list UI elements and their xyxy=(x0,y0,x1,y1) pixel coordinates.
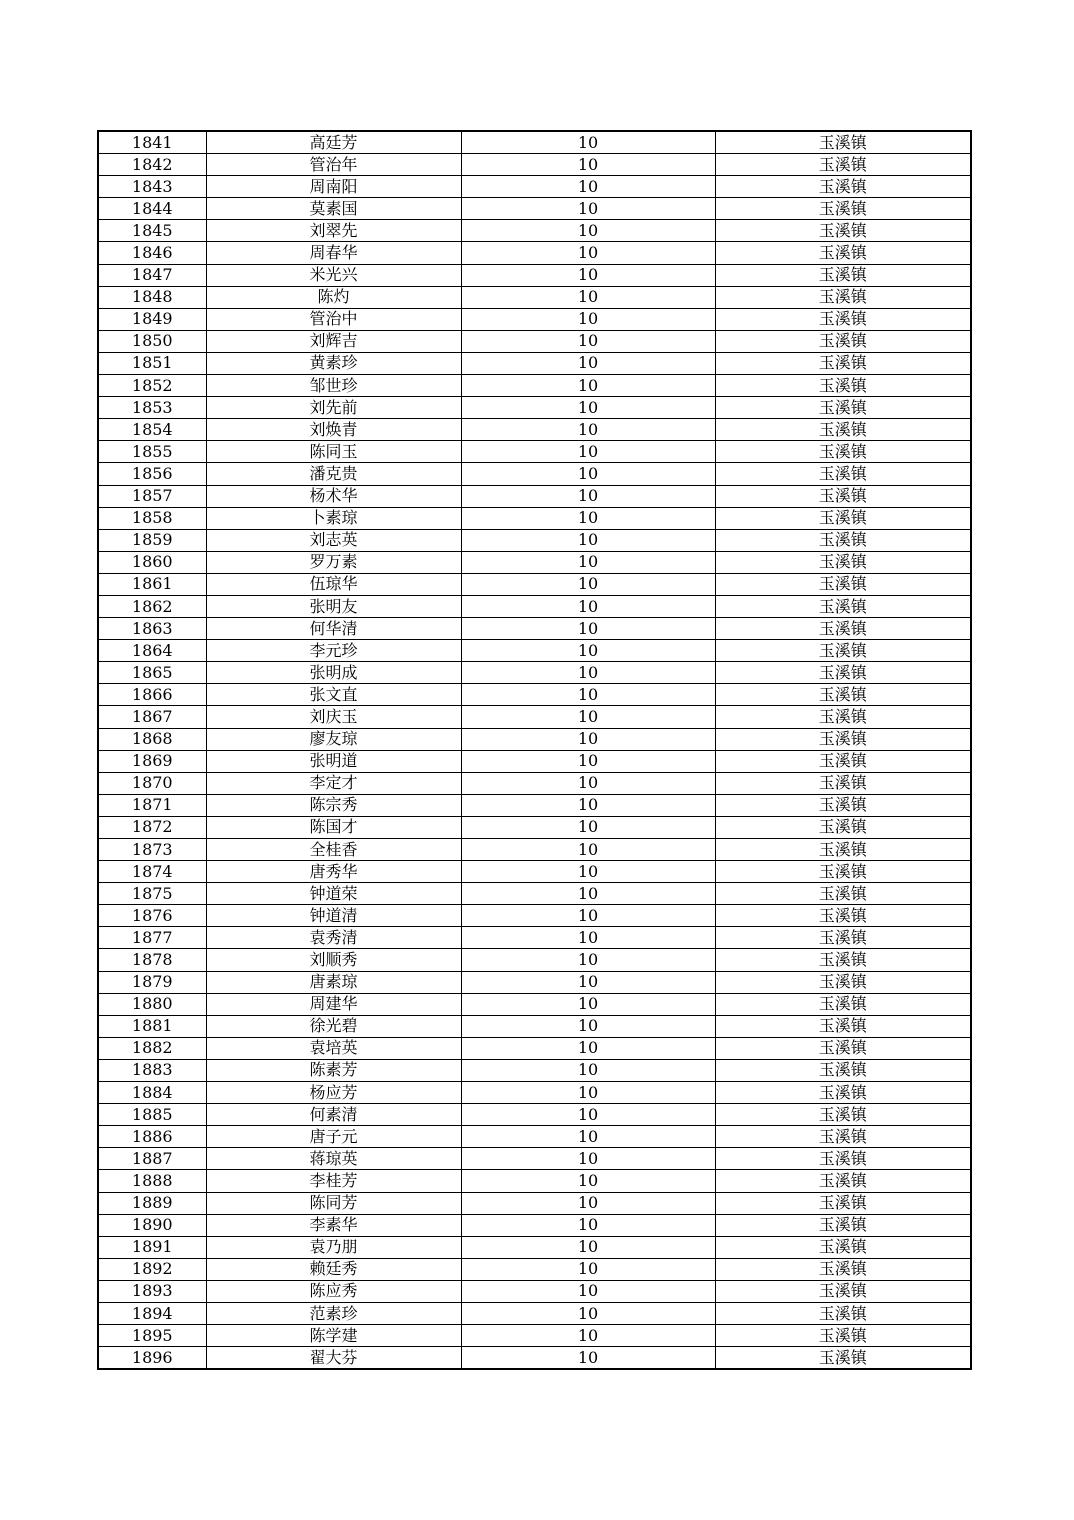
row-number-cell: 1870 xyxy=(98,772,206,794)
amount-cell: 10 xyxy=(461,971,715,993)
amount-cell: 10 xyxy=(461,794,715,816)
person-name-cell: 高廷芳 xyxy=(206,131,461,154)
table-row xyxy=(98,242,971,264)
town-cell: 玉溪镇 xyxy=(715,861,971,883)
row-number-cell: 1872 xyxy=(98,816,206,838)
amount-cell: 10 xyxy=(461,949,715,971)
row-number-cell: 1884 xyxy=(98,1082,206,1104)
row-number-cell: 1852 xyxy=(98,375,206,397)
row-number-cell: 1892 xyxy=(98,1258,206,1280)
table-row xyxy=(98,706,971,728)
town-cell: 玉溪镇 xyxy=(715,1325,971,1347)
row-number-cell: 1843 xyxy=(98,176,206,198)
town-cell: 玉溪镇 xyxy=(715,264,971,286)
row-number-cell: 1883 xyxy=(98,1059,206,1081)
person-name-cell: 黄素珍 xyxy=(206,352,461,374)
town-cell: 玉溪镇 xyxy=(715,131,971,154)
table-row xyxy=(98,551,971,573)
amount-cell: 10 xyxy=(461,573,715,595)
amount-cell: 10 xyxy=(461,1104,715,1126)
row-number-cell: 1857 xyxy=(98,485,206,507)
amount-cell: 10 xyxy=(461,419,715,441)
row-number-cell: 1859 xyxy=(98,529,206,551)
town-cell: 玉溪镇 xyxy=(715,662,971,684)
row-number-cell: 1850 xyxy=(98,330,206,352)
person-name-cell: 全桂香 xyxy=(206,839,461,861)
amount-cell: 10 xyxy=(461,618,715,640)
table-row xyxy=(98,330,971,352)
table-row xyxy=(98,794,971,816)
row-number-cell: 1890 xyxy=(98,1214,206,1236)
row-number-cell: 1893 xyxy=(98,1280,206,1302)
person-name-cell: 袁培英 xyxy=(206,1037,461,1059)
table-row xyxy=(98,485,971,507)
row-number-cell: 1887 xyxy=(98,1148,206,1170)
town-cell: 玉溪镇 xyxy=(715,993,971,1015)
town-cell: 玉溪镇 xyxy=(715,816,971,838)
amount-cell: 10 xyxy=(461,308,715,330)
table-row xyxy=(98,1347,971,1370)
amount-cell: 10 xyxy=(461,529,715,551)
amount-cell: 10 xyxy=(461,905,715,927)
person-name-cell: 赖廷秀 xyxy=(206,1258,461,1280)
town-cell: 玉溪镇 xyxy=(715,463,971,485)
person-name-cell: 陈宗秀 xyxy=(206,794,461,816)
amount-cell: 10 xyxy=(461,154,715,176)
row-number-cell: 1846 xyxy=(98,242,206,264)
person-name-cell: 范素珍 xyxy=(206,1302,461,1324)
person-name-cell: 周春华 xyxy=(206,242,461,264)
person-name-cell: 刘顺秀 xyxy=(206,949,461,971)
table-row xyxy=(98,352,971,374)
amount-cell: 10 xyxy=(461,1280,715,1302)
table-row xyxy=(98,264,971,286)
row-number-cell: 1863 xyxy=(98,618,206,640)
town-cell: 玉溪镇 xyxy=(715,441,971,463)
table-row xyxy=(98,573,971,595)
row-number-cell: 1858 xyxy=(98,507,206,529)
town-cell: 玉溪镇 xyxy=(715,1126,971,1148)
town-cell: 玉溪镇 xyxy=(715,419,971,441)
amount-cell: 10 xyxy=(461,352,715,374)
person-name-cell: 罗万素 xyxy=(206,551,461,573)
table-row xyxy=(98,1104,971,1126)
person-name-cell: 米光兴 xyxy=(206,264,461,286)
amount-cell: 10 xyxy=(461,993,715,1015)
town-cell: 玉溪镇 xyxy=(715,551,971,573)
row-number-cell: 1869 xyxy=(98,750,206,772)
row-number-cell: 1889 xyxy=(98,1192,206,1214)
person-name-cell: 唐秀华 xyxy=(206,861,461,883)
table-row xyxy=(98,1236,971,1258)
row-number-cell: 1880 xyxy=(98,993,206,1015)
amount-cell: 10 xyxy=(461,507,715,529)
table-row xyxy=(98,640,971,662)
row-number-cell: 1842 xyxy=(98,154,206,176)
amount-cell: 10 xyxy=(461,927,715,949)
town-cell: 玉溪镇 xyxy=(715,1280,971,1302)
row-number-cell: 1896 xyxy=(98,1347,206,1370)
table-row xyxy=(98,397,971,419)
table-row xyxy=(98,286,971,308)
town-cell: 玉溪镇 xyxy=(715,839,971,861)
town-cell: 玉溪镇 xyxy=(715,352,971,374)
table-row xyxy=(98,463,971,485)
town-cell: 玉溪镇 xyxy=(715,375,971,397)
amount-cell: 10 xyxy=(461,816,715,838)
person-name-cell: 蒋琼英 xyxy=(206,1148,461,1170)
table-row xyxy=(98,772,971,794)
register-table xyxy=(97,130,972,1370)
town-cell: 玉溪镇 xyxy=(715,772,971,794)
amount-cell: 10 xyxy=(461,330,715,352)
person-name-cell: 陈素芳 xyxy=(206,1059,461,1081)
town-cell: 玉溪镇 xyxy=(715,286,971,308)
table-row xyxy=(98,441,971,463)
amount-cell: 10 xyxy=(461,264,715,286)
amount-cell: 10 xyxy=(461,220,715,242)
row-number-cell: 1888 xyxy=(98,1170,206,1192)
town-cell: 玉溪镇 xyxy=(715,1258,971,1280)
amount-cell: 10 xyxy=(461,1015,715,1037)
person-name-cell: 杨应芳 xyxy=(206,1082,461,1104)
table-row xyxy=(98,220,971,242)
table-row xyxy=(98,971,971,993)
table-row xyxy=(98,662,971,684)
amount-cell: 10 xyxy=(461,772,715,794)
amount-cell: 10 xyxy=(461,750,715,772)
amount-cell: 10 xyxy=(461,1347,715,1370)
person-name-cell: 徐光碧 xyxy=(206,1015,461,1037)
row-number-cell: 1875 xyxy=(98,883,206,905)
row-number-cell: 1881 xyxy=(98,1015,206,1037)
person-name-cell: 陈国才 xyxy=(206,816,461,838)
person-name-cell: 翟大芬 xyxy=(206,1347,461,1370)
person-name-cell: 周南阳 xyxy=(206,176,461,198)
person-name-cell: 刘志英 xyxy=(206,529,461,551)
town-cell: 玉溪镇 xyxy=(715,176,971,198)
person-name-cell: 唐素琼 xyxy=(206,971,461,993)
town-cell: 玉溪镇 xyxy=(715,1192,971,1214)
town-cell: 玉溪镇 xyxy=(715,308,971,330)
town-cell: 玉溪镇 xyxy=(715,1148,971,1170)
table-row xyxy=(98,1325,971,1347)
table-row xyxy=(98,154,971,176)
row-number-cell: 1847 xyxy=(98,264,206,286)
table-row xyxy=(98,419,971,441)
person-name-cell: 唐子元 xyxy=(206,1126,461,1148)
row-number-cell: 1841 xyxy=(98,131,206,154)
amount-cell: 10 xyxy=(461,397,715,419)
person-name-cell: 袁秀清 xyxy=(206,927,461,949)
town-cell: 玉溪镇 xyxy=(715,1059,971,1081)
row-number-cell: 1876 xyxy=(98,905,206,927)
town-cell: 玉溪镇 xyxy=(715,485,971,507)
row-number-cell: 1891 xyxy=(98,1236,206,1258)
table-row xyxy=(98,507,971,529)
amount-cell: 10 xyxy=(461,595,715,617)
row-number-cell: 1864 xyxy=(98,640,206,662)
row-number-cell: 1860 xyxy=(98,551,206,573)
table-row xyxy=(98,1258,971,1280)
town-cell: 玉溪镇 xyxy=(715,1302,971,1324)
table-row xyxy=(98,1192,971,1214)
person-name-cell: 钟道荣 xyxy=(206,883,461,905)
person-name-cell: 张文直 xyxy=(206,684,461,706)
table-row xyxy=(98,1170,971,1192)
amount-cell: 10 xyxy=(461,1236,715,1258)
table-row xyxy=(98,750,971,772)
row-number-cell: 1861 xyxy=(98,573,206,595)
row-number-cell: 1873 xyxy=(98,839,206,861)
table-row xyxy=(98,728,971,750)
town-cell: 玉溪镇 xyxy=(715,1236,971,1258)
town-cell: 玉溪镇 xyxy=(715,1037,971,1059)
person-name-cell: 卜素琼 xyxy=(206,507,461,529)
table-row xyxy=(98,883,971,905)
amount-cell: 10 xyxy=(461,728,715,750)
row-number-cell: 1868 xyxy=(98,728,206,750)
table-row xyxy=(98,927,971,949)
row-number-cell: 1895 xyxy=(98,1325,206,1347)
person-name-cell: 陈应秀 xyxy=(206,1280,461,1302)
town-cell: 玉溪镇 xyxy=(715,595,971,617)
amount-cell: 10 xyxy=(461,463,715,485)
person-name-cell: 潘克贵 xyxy=(206,463,461,485)
amount-cell: 10 xyxy=(461,485,715,507)
town-cell: 玉溪镇 xyxy=(715,905,971,927)
table-row xyxy=(98,618,971,640)
town-cell: 玉溪镇 xyxy=(715,330,971,352)
table-row xyxy=(98,176,971,198)
town-cell: 玉溪镇 xyxy=(715,529,971,551)
town-cell: 玉溪镇 xyxy=(715,706,971,728)
person-name-cell: 邹世珍 xyxy=(206,375,461,397)
person-name-cell: 李定才 xyxy=(206,772,461,794)
person-name-cell: 刘焕青 xyxy=(206,419,461,441)
table-row xyxy=(98,1148,971,1170)
table-row xyxy=(98,861,971,883)
table-row xyxy=(98,375,971,397)
person-name-cell: 管治中 xyxy=(206,308,461,330)
row-number-cell: 1853 xyxy=(98,397,206,419)
table-row xyxy=(98,949,971,971)
town-cell: 玉溪镇 xyxy=(715,1104,971,1126)
amount-cell: 10 xyxy=(461,551,715,573)
person-name-cell: 刘先前 xyxy=(206,397,461,419)
row-number-cell: 1845 xyxy=(98,220,206,242)
table-row xyxy=(98,529,971,551)
town-cell: 玉溪镇 xyxy=(715,949,971,971)
person-name-cell: 莫素国 xyxy=(206,198,461,220)
table-row xyxy=(98,993,971,1015)
person-name-cell: 何华清 xyxy=(206,618,461,640)
town-cell: 玉溪镇 xyxy=(715,1015,971,1037)
amount-cell: 10 xyxy=(461,131,715,154)
table-row xyxy=(98,1037,971,1059)
row-number-cell: 1878 xyxy=(98,949,206,971)
town-cell: 玉溪镇 xyxy=(715,750,971,772)
town-cell: 玉溪镇 xyxy=(715,397,971,419)
amount-cell: 10 xyxy=(461,684,715,706)
amount-cell: 10 xyxy=(461,1214,715,1236)
amount-cell: 10 xyxy=(461,1148,715,1170)
row-number-cell: 1849 xyxy=(98,308,206,330)
row-number-cell: 1879 xyxy=(98,971,206,993)
table-row xyxy=(98,1082,971,1104)
amount-cell: 10 xyxy=(461,1037,715,1059)
town-cell: 玉溪镇 xyxy=(715,618,971,640)
person-name-cell: 张明友 xyxy=(206,595,461,617)
row-number-cell: 1856 xyxy=(98,463,206,485)
table-row xyxy=(98,198,971,220)
town-cell: 玉溪镇 xyxy=(715,1347,971,1370)
person-name-cell: 李素华 xyxy=(206,1214,461,1236)
row-number-cell: 1855 xyxy=(98,441,206,463)
amount-cell: 10 xyxy=(461,242,715,264)
amount-cell: 10 xyxy=(461,375,715,397)
person-name-cell: 李桂芳 xyxy=(206,1170,461,1192)
town-cell: 玉溪镇 xyxy=(715,198,971,220)
person-name-cell: 杨术华 xyxy=(206,485,461,507)
person-name-cell: 陈学建 xyxy=(206,1325,461,1347)
town-cell: 玉溪镇 xyxy=(715,794,971,816)
person-name-cell: 陈灼 xyxy=(206,286,461,308)
table-row xyxy=(98,1059,971,1081)
row-number-cell: 1871 xyxy=(98,794,206,816)
amount-cell: 10 xyxy=(461,1258,715,1280)
table-row xyxy=(98,1015,971,1037)
amount-cell: 10 xyxy=(461,286,715,308)
row-number-cell: 1894 xyxy=(98,1302,206,1324)
amount-cell: 10 xyxy=(461,1192,715,1214)
town-cell: 玉溪镇 xyxy=(715,728,971,750)
amount-cell: 10 xyxy=(461,662,715,684)
row-number-cell: 1874 xyxy=(98,861,206,883)
amount-cell: 10 xyxy=(461,883,715,905)
person-name-cell: 刘辉吉 xyxy=(206,330,461,352)
person-name-cell: 廖友琼 xyxy=(206,728,461,750)
amount-cell: 10 xyxy=(461,1082,715,1104)
town-cell: 玉溪镇 xyxy=(715,1082,971,1104)
amount-cell: 10 xyxy=(461,861,715,883)
person-name-cell: 伍琼华 xyxy=(206,573,461,595)
amount-cell: 10 xyxy=(461,1059,715,1081)
amount-cell: 10 xyxy=(461,176,715,198)
amount-cell: 10 xyxy=(461,839,715,861)
person-name-cell: 刘庆玉 xyxy=(206,706,461,728)
register-table-body xyxy=(98,131,971,1369)
table-row xyxy=(98,308,971,330)
row-number-cell: 1865 xyxy=(98,662,206,684)
row-number-cell: 1877 xyxy=(98,927,206,949)
row-number-cell: 1851 xyxy=(98,352,206,374)
town-cell: 玉溪镇 xyxy=(715,1170,971,1192)
row-number-cell: 1882 xyxy=(98,1037,206,1059)
town-cell: 玉溪镇 xyxy=(715,507,971,529)
row-number-cell: 1885 xyxy=(98,1104,206,1126)
town-cell: 玉溪镇 xyxy=(715,927,971,949)
row-number-cell: 1867 xyxy=(98,706,206,728)
amount-cell: 10 xyxy=(461,1170,715,1192)
table-row xyxy=(98,131,971,154)
table-row xyxy=(98,839,971,861)
town-cell: 玉溪镇 xyxy=(715,573,971,595)
person-name-cell: 李元珍 xyxy=(206,640,461,662)
town-cell: 玉溪镇 xyxy=(715,242,971,264)
town-cell: 玉溪镇 xyxy=(715,154,971,176)
town-cell: 玉溪镇 xyxy=(715,1214,971,1236)
town-cell: 玉溪镇 xyxy=(715,684,971,706)
table-row xyxy=(98,1280,971,1302)
table-row xyxy=(98,1214,971,1236)
table-row xyxy=(98,595,971,617)
town-cell: 玉溪镇 xyxy=(715,220,971,242)
person-name-cell: 陈同芳 xyxy=(206,1192,461,1214)
person-name-cell: 张明道 xyxy=(206,750,461,772)
person-name-cell: 何素清 xyxy=(206,1104,461,1126)
row-number-cell: 1844 xyxy=(98,198,206,220)
person-name-cell: 周建华 xyxy=(206,993,461,1015)
table-row xyxy=(98,1126,971,1148)
amount-cell: 10 xyxy=(461,1325,715,1347)
person-name-cell: 陈同玉 xyxy=(206,441,461,463)
row-number-cell: 1886 xyxy=(98,1126,206,1148)
person-name-cell: 刘翠先 xyxy=(206,220,461,242)
town-cell: 玉溪镇 xyxy=(715,883,971,905)
town-cell: 玉溪镇 xyxy=(715,640,971,662)
amount-cell: 10 xyxy=(461,640,715,662)
person-name-cell: 袁乃朋 xyxy=(206,1236,461,1258)
amount-cell: 10 xyxy=(461,198,715,220)
row-number-cell: 1848 xyxy=(98,286,206,308)
table-row xyxy=(98,816,971,838)
table-row xyxy=(98,905,971,927)
row-number-cell: 1866 xyxy=(98,684,206,706)
table-row xyxy=(98,684,971,706)
town-cell: 玉溪镇 xyxy=(715,971,971,993)
person-name-cell: 张明成 xyxy=(206,662,461,684)
row-number-cell: 1862 xyxy=(98,595,206,617)
amount-cell: 10 xyxy=(461,1302,715,1324)
person-name-cell: 管治年 xyxy=(206,154,461,176)
amount-cell: 10 xyxy=(461,706,715,728)
row-number-cell: 1854 xyxy=(98,419,206,441)
table-row xyxy=(98,1302,971,1324)
amount-cell: 10 xyxy=(461,441,715,463)
person-name-cell: 钟道清 xyxy=(206,905,461,927)
amount-cell: 10 xyxy=(461,1126,715,1148)
